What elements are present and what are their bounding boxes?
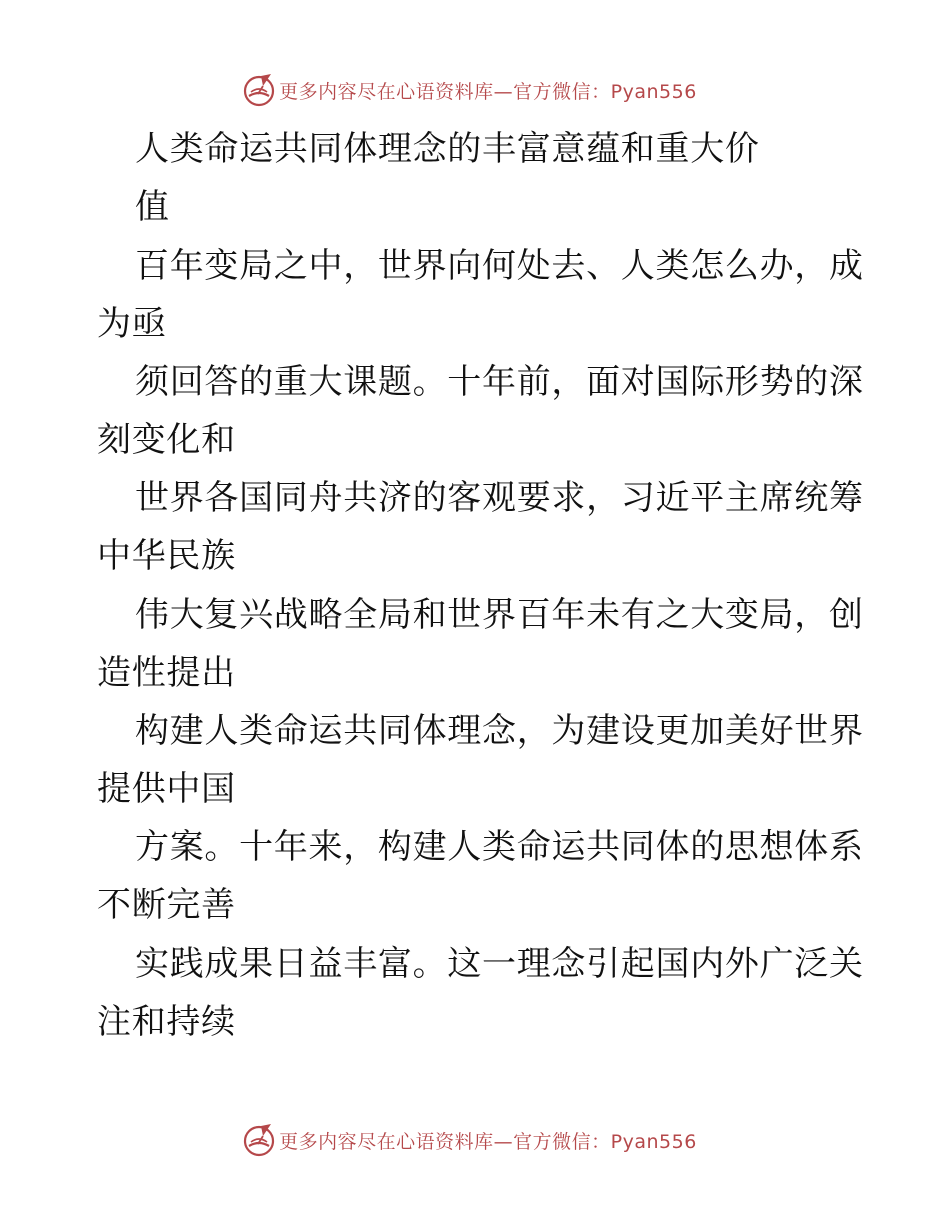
paragraph-line: 中华民族	[97, 536, 236, 576]
brand-text: 更多内容尽在心语资料库—官方微信：Pyan556	[279, 1130, 697, 1153]
paragraph-line: 注和持续	[97, 1002, 236, 1042]
paragraph-line: 造性提出	[97, 653, 236, 693]
paragraph-line: 实践成果日益丰富。这一理念引起国内外广泛关	[135, 944, 864, 984]
page-footer	[0, 1120, 950, 1160]
paragraph-line: 须回答的重大课题。十年前，面对国际形势的深	[135, 362, 864, 402]
brand-banner	[241, 1122, 697, 1158]
book-quill-logo-icon	[241, 72, 277, 108]
paragraph-line: 世界各国同舟共济的客观要求，习近平主席统筹	[135, 478, 864, 518]
paragraph-line: 刻变化和	[97, 420, 236, 460]
paragraph-line: 为亟	[97, 304, 167, 344]
paragraph-line: 伟大复兴战略全局和世界百年未有之大变局，创	[135, 595, 864, 635]
paragraph-line: 构建人类命运共同体理念，为建设更加美好世界	[135, 711, 864, 751]
paragraph-line: 提供中国	[97, 769, 236, 809]
paragraph-line: 不断完善	[97, 885, 236, 925]
title-line-2: 值	[135, 187, 170, 227]
brand-text: 更多内容尽在心语资料库—官方微信：Pyan556	[279, 80, 697, 103]
book-quill-logo-icon	[241, 1122, 277, 1158]
paragraph-line: 百年变局之中，世界向何处去、人类怎么办，成	[135, 246, 864, 286]
brand-banner	[241, 72, 697, 108]
title-line-1: 人类命运共同体理念的丰富意蕴和重大价	[135, 129, 760, 169]
paragraph-line: 方案。十年来，构建人类命运共同体的思想体系	[135, 827, 864, 867]
page-header	[0, 70, 950, 110]
